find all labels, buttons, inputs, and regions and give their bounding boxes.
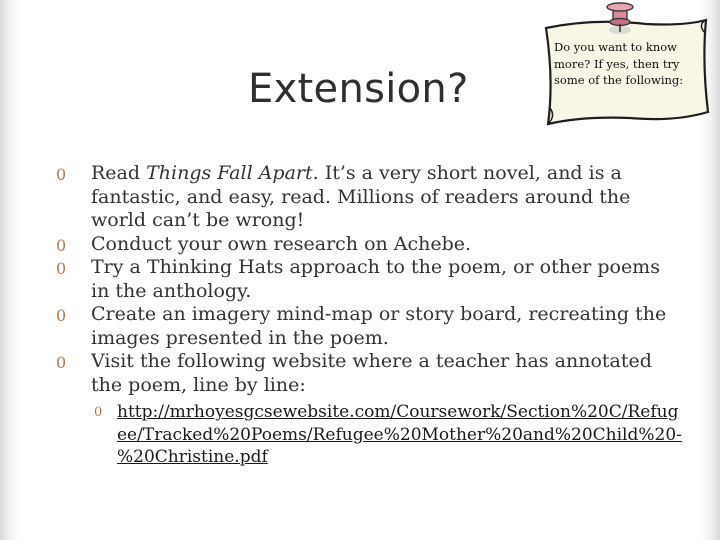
- bullet-text: Create an imagery mind-map or story board, recreating the images presented in the poem.: [91, 303, 667, 349]
- bullet-item: [56, 162, 684, 233]
- bullet-marker: 0: [56, 165, 67, 184]
- annotated-poem-link[interactable]: http://mrhoyesgcsewebsite.com/Coursework/Section%20C/Refugee/Tracked%20Poems/Refugee%20Mother%20and%20Child%20-%20Christine.pdf: [117, 402, 682, 467]
- bullet-item: [56, 303, 684, 350]
- bullet-text: Visit the following website where a teacher has annotated the poem, line by line:: [91, 350, 652, 396]
- bullet-text-rest: . It’s a very short novel, and is a fantastic, and easy, read. Millions of readers around the world can’t be wrong!: [91, 162, 631, 231]
- bullet-text: Read: [91, 162, 147, 184]
- bullet-item: [56, 256, 684, 303]
- bullet-item: [56, 233, 684, 257]
- bullet-marker: 0: [56, 235, 67, 255]
- slide-title: Extension?: [248, 66, 469, 112]
- note-text: Do you want to know more? If yes, then try some of the following:: [554, 40, 684, 87]
- bullet-marker: 0: [56, 259, 67, 278]
- bullet-marker: 0: [56, 353, 67, 372]
- book-title: Things Fall Apart: [146, 162, 313, 184]
- bullet-marker: 0: [56, 306, 67, 325]
- sub-bullet-marker: 0: [94, 405, 103, 420]
- pushpin-icon: [534, 0, 714, 40]
- sub-bullet-item: [94, 401, 684, 469]
- bullet-item: [56, 350, 684, 397]
- bullet-text: Try a Thinking Hats approach to the poem, or other poems in the anthology.: [91, 256, 660, 302]
- pinned-note: [534, 0, 714, 140]
- bullet-list: [56, 162, 684, 397]
- bullet-text: Conduct your own research on Achebe.: [91, 232, 472, 255]
